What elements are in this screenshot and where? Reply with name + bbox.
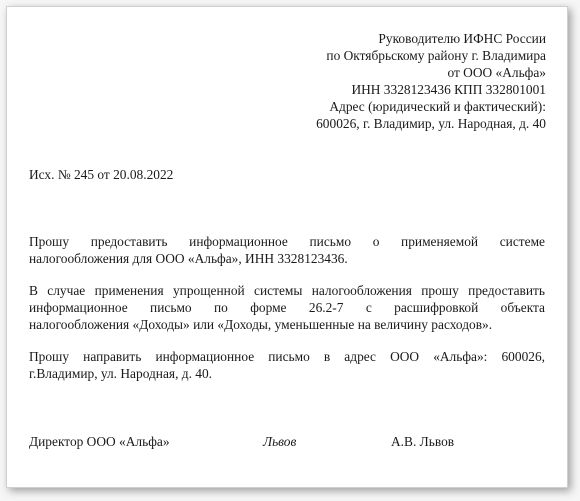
- addressee-line: Руководителю ИФНС России: [378, 31, 546, 46]
- addressee-line: Адрес (юридический и фактический):: [329, 99, 546, 114]
- paragraph-line: г.Владимир, ул. Народная, д. 40.: [29, 366, 213, 381]
- addressee-line: по Октябрьскому району г. Владимира: [326, 48, 546, 63]
- addressee-block: [316, 30, 546, 132]
- outgoing-reference: Исх. № 245 от 20.08.2022: [29, 167, 174, 182]
- paragraph-line: информационное письмо по форме 26.2-7 с расшифровкой объекта: [29, 300, 545, 315]
- paragraph-line: Прошу предоставить информационное письмо о применяемой системе: [29, 234, 545, 249]
- usn-paragraph: [29, 282, 545, 333]
- request-paragraph: [29, 233, 545, 267]
- signatory-name: А.В. Львов: [391, 434, 455, 449]
- signatory-title: Директор ООО «Альфа»: [29, 434, 170, 449]
- paragraph-line: налогообложения «Доходы» или «Доходы, уменьшенные на величину расходов».: [29, 317, 493, 332]
- paragraph-line: налогообложения для ООО «Альфа», ИНН 3328123436.: [29, 251, 348, 266]
- paragraph-line: В случае применения упрощенной системы налогообложения прошу предоставить: [29, 283, 545, 298]
- addressee-line: 600026, г. Владимир, ул. Народная, д. 40: [316, 116, 546, 131]
- paragraph-line: Прошу направить информационное письмо в адрес ООО «Альфа»: 600026,: [29, 349, 545, 364]
- handwritten-signature: Львов: [263, 434, 297, 449]
- delivery-paragraph: [29, 348, 545, 382]
- letter-sheet: [6, 6, 568, 488]
- addressee-line: ИНН 3328123436 КПП 332801001: [351, 82, 546, 97]
- addressee-line: от ООО «Альфа»: [447, 65, 546, 80]
